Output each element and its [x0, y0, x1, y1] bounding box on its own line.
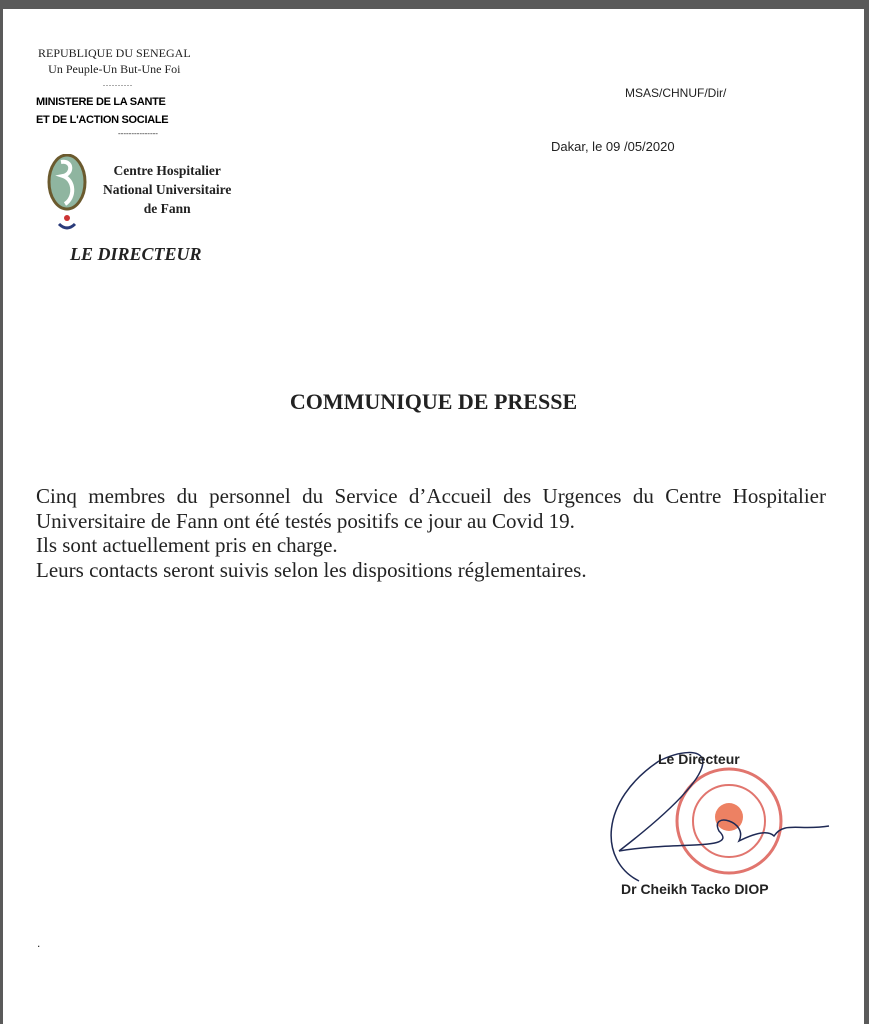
- document-title: COMMUNIQUE DE PRESSE: [289, 389, 578, 414]
- document-page: [3, 9, 864, 1024]
- hospital-line: de Fann: [143, 201, 191, 216]
- reference-number: MSAS/CHNUF/Dir/: [625, 86, 727, 100]
- hospital-logo: [45, 154, 89, 234]
- hospital-line: National Universitaire: [103, 182, 232, 197]
- separator: ..........: [103, 79, 133, 88]
- separator: ---------------: [118, 129, 158, 138]
- page-mark: .: [37, 936, 41, 950]
- national-motto: Un Peuple-Un But-Une Foi: [48, 62, 181, 76]
- body-paragraph: Cinq membres du personnel du Service d’Accueil des Urgences du Centre Hospitalier Universitaire de Fann ont été testés positifs ce jour au Covid 19.: [36, 484, 826, 533]
- hospital-name: [103, 161, 231, 218]
- document-body: [36, 484, 826, 582]
- office-title: LE DIRECTEUR: [70, 244, 202, 264]
- ministry-line: MINISTERE DE LA SANTE: [36, 96, 166, 108]
- body-paragraph: Ils sont actuellement pris en charge.: [36, 533, 338, 557]
- document-date: Dakar, le 09 /05/2020: [551, 139, 675, 154]
- hospital-line: Centre Hospitalier: [113, 163, 221, 178]
- signatory-name: Dr Cheikh Tacko DIOP: [621, 881, 769, 897]
- body-paragraph: Leurs contacts seront suivis selon les dispositions réglementaires.: [36, 557, 587, 582]
- signatory-title: Le Directeur: [658, 751, 740, 767]
- ministry-line: ET DE L'ACTION SOCIALE: [36, 114, 169, 126]
- republic-name: REPUBLIQUE DU SENEGAL: [38, 46, 191, 60]
- ministry-name: [36, 93, 168, 129]
- letterhead-republic: [38, 45, 191, 77]
